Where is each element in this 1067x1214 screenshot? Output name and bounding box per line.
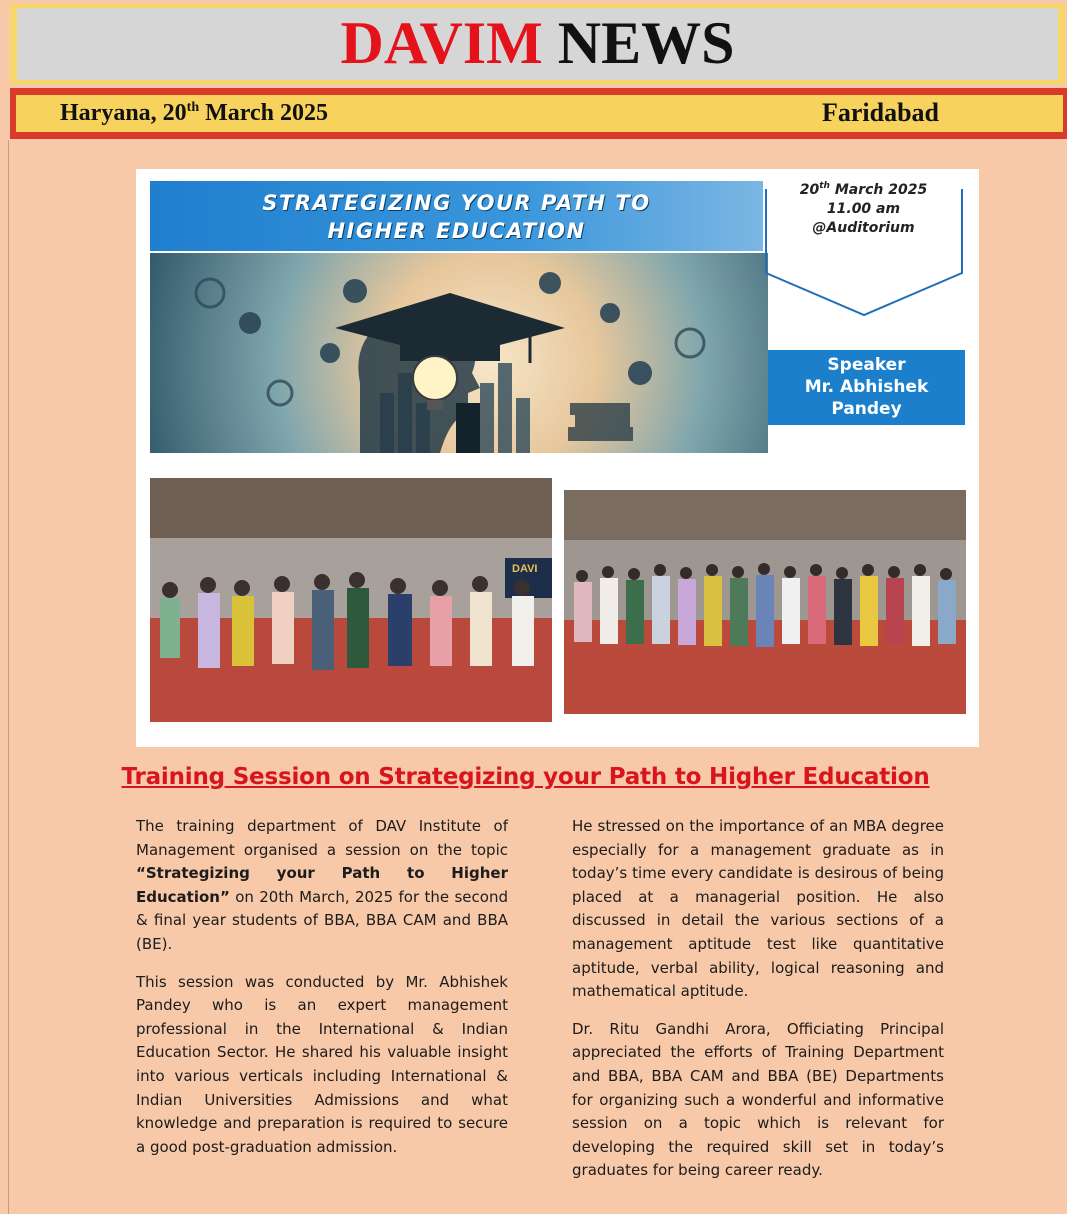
event-collage xyxy=(136,169,979,747)
event-time: 11.00 am xyxy=(826,201,901,217)
article-paragraph-4: Dr. Ritu Gandhi Arora, Officiating Principal appreciated the efforts of Training Department and BBA, BBA CAM and BBA (BE) Departments for organizing such a wonderful and informative session on a topic which is relevant for developing the required skill set in today’s graduates for being career ready. xyxy=(572,1019,944,1180)
article-column-right xyxy=(572,815,944,1197)
event-venue: @Auditorium xyxy=(812,220,915,236)
graduation-cap-illustration xyxy=(150,253,768,453)
event-date: 20th March 2025 xyxy=(799,181,928,198)
speaker-panel: Speaker Mr. Abhishek Pandey xyxy=(768,350,965,425)
newsletter-title xyxy=(17,8,1058,80)
title-davim: DAVIM xyxy=(340,10,543,76)
page-margin-line xyxy=(8,140,9,1214)
session-topic: “Strategizing your Path to Higher Education” xyxy=(136,864,508,906)
article-paragraph-3: He stressed on the importance of an MBA degree especially for a management graduate as in today’s time every candidate is desirous of being placed at a managerial position. He also discussed in detail the various sections of a management aptitude test like quantitative aptitude, verbal ability, logical reasoning and mathematical aptitude. xyxy=(572,817,944,1001)
dateline-city: Faridabad xyxy=(821,98,939,127)
article-headline: Training Session on Strategizing your Path to Higher Education xyxy=(121,764,930,790)
institute-sign: DAVI xyxy=(512,563,538,575)
article-paragraph-2: This session was conducted by Mr. Abhishek Pandey who is an expert management professional in the International & Indian Education Sector. He shared his valuable insight into various verticals including International & Indian Universities Admissions and what knowledge and preparation is required to secure a good post-graduation admission. xyxy=(136,972,508,1156)
dateline-date: Haryana, 20th March 2025 xyxy=(60,100,328,126)
masthead xyxy=(10,4,1065,84)
dateline-bar xyxy=(10,88,1067,139)
speaker-figure-icon xyxy=(456,403,480,453)
poster-banner: STRATEGIZING YOUR PATH TO HIGHER EDUCATION xyxy=(150,181,763,251)
group-photo-speaker xyxy=(150,478,552,722)
group-photo-students xyxy=(564,490,966,714)
students-group-icon xyxy=(574,563,956,647)
event-details xyxy=(762,169,965,319)
article-paragraph-1: The training department of DAV Institute of Management organised a session on the topic “Strategizing your Path to Higher Education” on 20th March, 2025 for the second & final year students of BBA, BBA CAM and BBA (BE). xyxy=(136,817,508,953)
books-icon xyxy=(568,403,633,441)
title-news: NEWS xyxy=(557,10,735,76)
article-column-left xyxy=(136,815,508,1173)
